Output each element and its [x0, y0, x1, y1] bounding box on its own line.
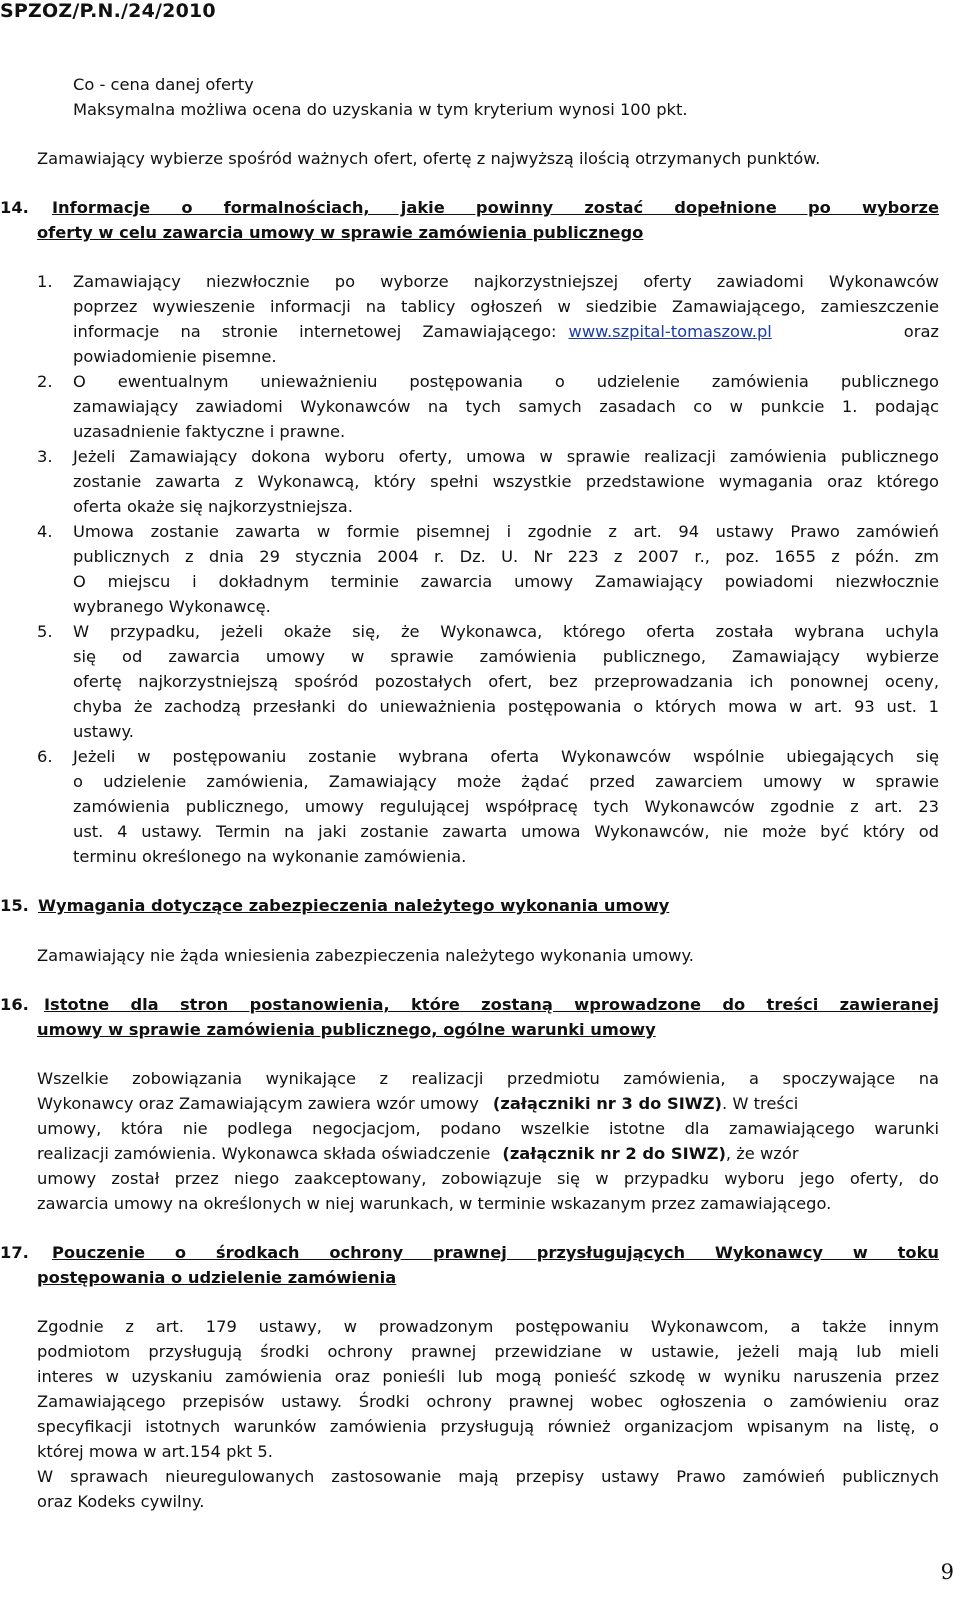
- section-16-text: [37, 1141, 939, 1166]
- section-17-number: 17.: [0, 1243, 29, 1262]
- section-14-title-cont: oferty w celu zawarcia umowy w sprawie zamówienia publicznego: [37, 223, 644, 242]
- list-item-text: publicznych z dnia 29 stycznia 2004 r. Dz. U. Nr 223 z 2007 r., poz. 1655 z późn. zm: [73, 547, 939, 566]
- list-item-text: ustawy.: [73, 722, 134, 741]
- section-14-title: Informacje o formalnościach, jakie powinny zostać dopełnione po wyborze: [52, 198, 939, 217]
- text-part: , że wzór: [725, 1144, 799, 1163]
- list-item-number: 6.: [37, 747, 53, 766]
- section-17-text: Zamawiającego przepisów ustawy. Środki ochrony prawnej wobec ogłoszenia o zamówieniu oraz: [37, 1392, 939, 1411]
- list-item-text: Jeżeli w postępowaniu zostanie wybrana oferta Wykonawców wspólnie ubiegających się: [73, 747, 939, 766]
- list-item-text: O ewentualnym unieważnieniu postępowania o udzielenie zamówienia publicznego: [73, 372, 939, 391]
- list-item-text: uzasadnienie faktyczne i prawne.: [73, 422, 346, 441]
- list-item-text: Jeżeli Zamawiający dokona wyboru oferty, umowa w sprawie realizacji zamówienia publicznego: [73, 447, 939, 466]
- list-item-text: zamawiający zawiadomi Wykonawców na tych samych zasadach co w punkcie 1. podając: [73, 397, 939, 416]
- list-item-number: 1.: [37, 272, 53, 291]
- list-item-text: terminu określonego na wykonanie zamówienia.: [73, 847, 467, 866]
- list-item-text: [73, 319, 939, 344]
- list-item-text: się od zawarcia umowy w sprawie zamówienia publicznego, Zamawiający wybierze: [73, 647, 939, 666]
- section-16-title: Istotne dla stron postanowienia, które zostaną wprowadzone do treści zawieranej: [44, 995, 939, 1014]
- list-item-text: ust. 4 ustawy. Termin na jaki zostanie zawarta umowa Wykonawców, nie może być który od: [73, 822, 939, 841]
- section-17-text: specyfikacji istotnych warunków zamówienia przysługują również organizacjom wpisanym na listę, o: [37, 1417, 939, 1436]
- section-16-text: umowy, która nie podlega negocjacjom, podano wszelkie istotne dla zamawiającego warunki: [37, 1119, 939, 1138]
- list-item-text: wybranego Wykonawcę.: [73, 597, 271, 616]
- list-item-text-part: oraz: [903, 322, 939, 341]
- list-item-text: O miejscu i dokładnym terminie zawarcia umowy Zamawiający powiadomi niezwłocznie: [73, 572, 939, 591]
- list-item-text-part: informacje na stronie internetowej Zamawiającego:: [73, 322, 557, 341]
- section-16-number: 16.: [0, 995, 29, 1014]
- attachment-ref-3: (załączniki nr 3 do SIWZ): [492, 1094, 722, 1113]
- list-item-text: zamówienia publicznego, umowy regulującej współpracę tych Wykonawców zgodnie z art. 23: [73, 797, 939, 816]
- list-item-text: Zamawiający niezwłocznie po wyborze najkorzystniejszej oferty zawiadomi Wykonawców: [73, 272, 939, 291]
- list-item-number: 4.: [37, 522, 53, 541]
- list-item-text: oferta okaże się najkorzystniejsza.: [73, 497, 353, 516]
- list-item-text: powiadomienie pisemne.: [73, 347, 277, 366]
- list-item-text: zostanie zawarta z Wykonawcą, który spełni wszystkie przedstawione wymagania oraz którego: [73, 472, 939, 491]
- list-item-number: 2.: [37, 372, 53, 391]
- section-17-text: podmiotom przysługują środki ochrony prawnej przewidziane w ustawie, jeżeli mają lub mieli: [37, 1342, 939, 1361]
- section-17-text: interes w uzyskaniu zamówienia oraz ponieśli lub mogą ponieść szkodę w wyniku naruszenia przez: [37, 1367, 939, 1386]
- list-item-text: ofertę najkorzystniejszą spośród pozostałych ofert, bez przeprowadzania ich ponownej oceny,: [73, 672, 939, 691]
- hospital-website-link[interactable]: www.szpital-tomaszow.pl: [568, 322, 772, 341]
- section-15-number: 15.: [0, 896, 29, 915]
- section-15-title: Wymagania dotyczące zabezpieczenia należytego wykonania umowy: [38, 896, 670, 915]
- document-reference: SPZOZ/P.N./24/2010: [0, 0, 216, 22]
- text-part: . W treści: [722, 1094, 799, 1113]
- list-item-text: poprzez wywieszenie informacji na tablicy ogłoszeń w siedzibie Zamawiającego, zamieszczenie: [73, 297, 939, 316]
- criterion-max-score: Maksymalna możliwa ocena do uzyskania w tym kryterium wynosi 100 pkt.: [73, 100, 688, 119]
- section-17-title-cont: postępowania o udzielenie zamówienia: [37, 1268, 397, 1287]
- section-14-number: 14.: [0, 198, 29, 217]
- attachment-ref-2: (załącznik nr 2 do SIWZ): [502, 1144, 726, 1163]
- section-16-title-cont: umowy w sprawie zamówienia publicznego, ogólne warunki umowy: [37, 1020, 656, 1039]
- list-item-number: 5.: [37, 622, 53, 641]
- section-16-text: umowy został przez niego zaakceptowany, zobowiązuje się w przypadku wyboru jego oferty, do: [37, 1169, 939, 1188]
- section-17-text: której mowa w art.154 pkt 5.: [37, 1442, 273, 1461]
- section-16-text: zawarcia umowy na określonych w niej warunkach, w terminie wskazanym przez zamawiającego.: [37, 1194, 832, 1213]
- text-part: Wykonawcy oraz Zamawiającym zawiera wzór umowy: [37, 1094, 479, 1113]
- section-17-title: Pouczenie o środkach ochrony prawnej przysługujących Wykonawcy w toku: [52, 1243, 939, 1262]
- selection-rule: Zamawiający wybierze spośród ważnych ofert, ofertę z najwyższą ilością otrzymanych punktów.: [37, 149, 821, 168]
- list-item-text: W przypadku, jeżeli okaże się, że Wykonawca, którego oferta została wybrana uchyla: [73, 622, 939, 641]
- section-17-text: oraz Kodeks cywilny.: [37, 1492, 205, 1511]
- criterion-line: Co - cena danej oferty: [73, 75, 254, 94]
- section-17-text: W sprawach nieuregulowanych zastosowanie mają przepisy ustawy Prawo zamówień publicznych: [37, 1467, 939, 1486]
- section-16-text: [37, 1091, 939, 1116]
- section-16-text: Wszelkie zobowiązania wynikające z realizacji przedmiotu zamówienia, a spoczywające na: [37, 1069, 939, 1088]
- text-part: [490, 1141, 798, 1166]
- text-part: realizacji zamówienia. Wykonawca składa oświadczenie: [37, 1144, 491, 1163]
- list-item-text: o udzielenie zamówienia, Zamawiający może żądać przed zawarciem umowy w sprawie: [73, 772, 939, 791]
- text-part: [479, 1091, 939, 1116]
- page-number: 9: [940, 1560, 954, 1584]
- section-15-text: Zamawiający nie żąda wniesienia zabezpieczenia należytego wykonania umowy.: [37, 946, 694, 965]
- list-item-text: Umowa zostanie zawarta w formie pisemnej i zgodnie z art. 94 ustawy Prawo zamówień: [73, 522, 939, 541]
- section-17-text: Zgodnie z art. 179 ustawy, w prowadzonym postępowaniu Wykonawcom, a także innym: [37, 1317, 939, 1336]
- list-item-text: chyba że zachodzą przesłanki do unieważnienia postępowania o których mowa w art. 93 ust. 1: [73, 697, 939, 716]
- list-item-number: 3.: [37, 447, 53, 466]
